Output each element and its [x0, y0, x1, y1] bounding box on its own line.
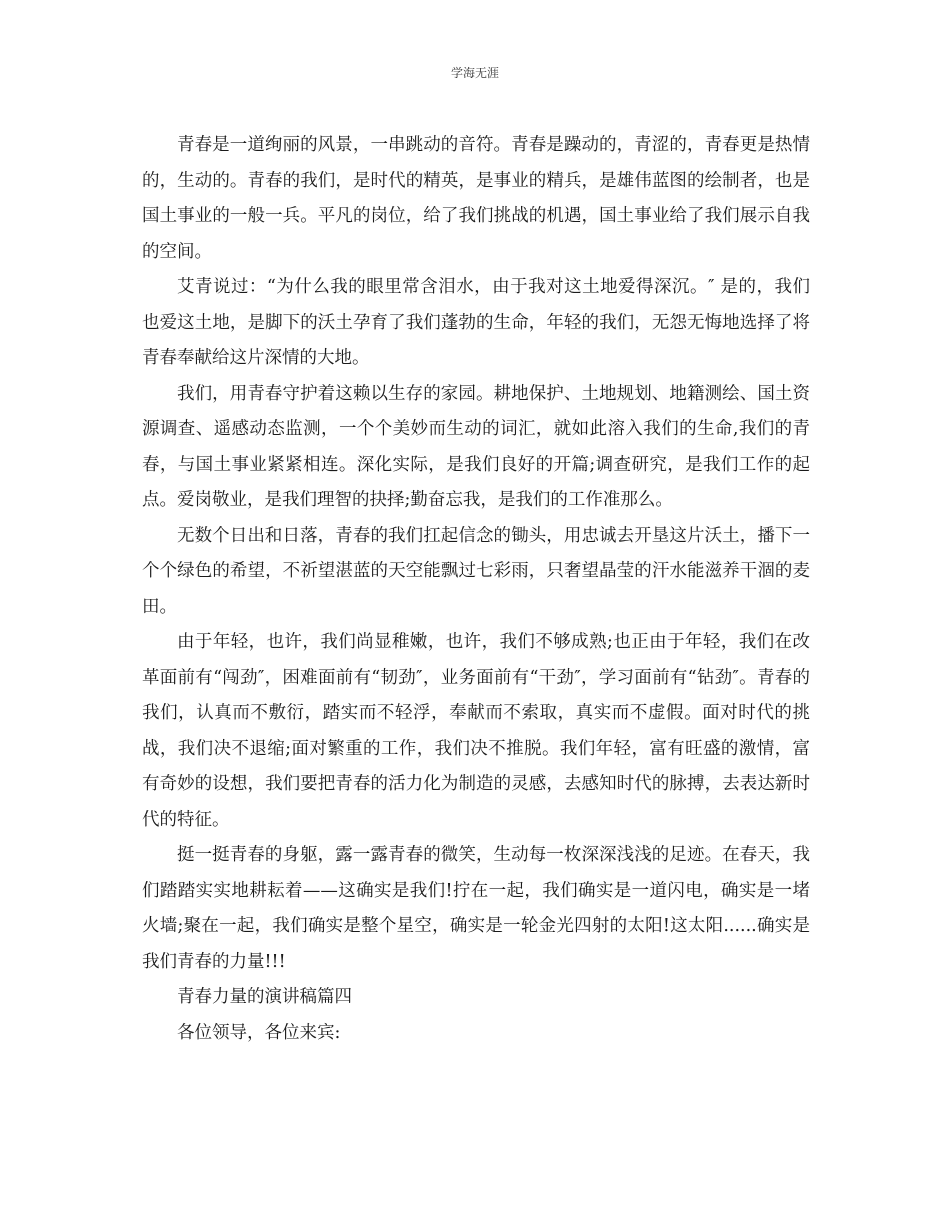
paragraph: 由于年轻，也许，我们尚显稚嫩，也许，我们不够成熟;也正由于年轻，我们在改革面前有“闯劲″，困难面前有“韧劲″，业务面前有“干劲″，学习面前有“钻劲″。青春的我们，认真而不敷衍，踏实而不轻浮，奉献而不索取，真实而不虚假。面对时代的挑战，我们决不退缩;面对繁重的工作，我们决不推脱。我们年轻，富有旺盛的激情，富有奇妙的设想，我们要把青春的活力化为制造的灵感，去感知时代的脉搏，去表达新时代的特征。	[142, 632, 810, 830]
salutation: 各位领导，各位来宾:	[177, 1022, 341, 1043]
section-heading: 青春力量的演讲稿篇四	[177, 987, 352, 1007]
page-header: 学海无涯	[450, 66, 499, 80]
paragraph: 挺一挺青春的身躯，露一露青春的微笑，生动每一枚深深浅浅的足迹。在春天，我们踏踏实实地耕耘着——这确实是我们!拧在一起，我们确实是一道闪电，确实是一堵火墙;聚在一起，我们确实是整个星空，确实是一轮金光四射的太阳!这太阳......确实是我们青春的力量!!!	[142, 845, 810, 972]
paragraph: 艾青说过：“为什么我的眼里常含泪水，由于我对这土地爱得深沉。″ 是的，我们也爱这土地，是脚下的沃土孕育了我们蓬勃的生命，年轻的我们，无怨无悔地选择了将青春奉献给这片深情的大地。	[142, 277, 810, 368]
paragraph: 无数个日出和日落，青春的我们扛起信念的锄头，用忠诚去开垦这片沃土，播下一个个绿色的希望，不祈望湛蓝的天空能飘过七彩雨，只奢望晶莹的汗水能滋养干涸的麦田。	[142, 525, 810, 617]
paragraph: 青春是一道绚丽的风景，一串跳动的音符。青春是躁动的，青涩的，青春更是热情的，生动的。青春的我们，是时代的精英，是事业的精兵，是雄伟蓝图的绘制者，也是国土事业的一般一兵。平凡的岗位，给了我们挑战的机遇，国土事业给了我们展示自我的空间。	[142, 135, 810, 262]
document-body	[142, 128, 810, 1051]
paragraph: 我们，用青春守护着这赖以生存的家园。耕地保护、土地规划、地籍测绘、国土资源调查、遥感动态监测，一个个美妙而生动的词汇，就如此溶入我们的生命,我们的青春，与国土事业紧紧相连。深化实际，是我们良好的开篇;调查研究，是我们工作的起点。爱岗敬业，是我们理智的抉择;勤奋忘我，是我们的工作准那么。	[142, 383, 810, 510]
